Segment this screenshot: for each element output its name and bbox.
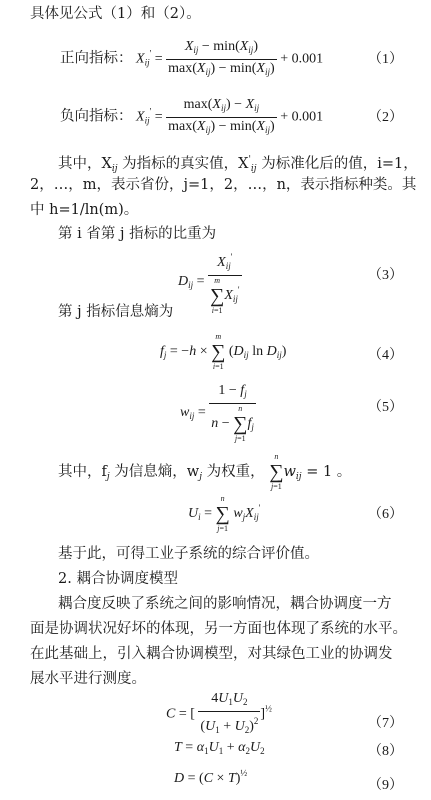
eq4-number: （4） (368, 348, 403, 363)
eq2-label: 负向指标： (60, 108, 133, 125)
para2-line: 其中，$f_j$ 为信息熵，$w_j$ 为权重， n ∑ $j=1w_{ij} = 1$ 。 (58, 452, 352, 491)
equation-4: $f_j = -h \times m$ ∑ i=1 ($D_{ij}$ $\ln D_{ij}$) (160, 332, 287, 371)
para3-line3: 在此基础上，引入耦合协调模型，对其绿色工业的协调发 (30, 646, 393, 662)
equation-7: C = [ $\frac{4U_1U_2}{(U_1 + U_2)^2}$ ]$^{\frac{1}{2}}$ (166, 690, 272, 739)
eq3-fraction: $X_{ij}'$ m ∑ $i=1X_{ij}'$ (208, 248, 241, 316)
equation-9: $D = (C \times T)^{\frac{1}{2}}$ (174, 768, 248, 786)
equation-5: $w_{ij}$ = $1 - f_j$ n − n ∑ $j=1f_j$ (180, 383, 254, 443)
eq2-number: （2） (368, 110, 403, 125)
intro-line: 具体见公式（1）和（2）。 (30, 6, 201, 22)
eq2-fraction: $\frac{\max(X_{ij}) - X_{ij}}{\max(X_{ij}) - \min(X_{ij})}$ (168, 97, 275, 135)
para3-line2: 面是协调状况好坏的体现，另一方面也体现了系统的水平。 (30, 621, 407, 637)
eq5-number: （5） (368, 400, 403, 415)
eq3-number: （3） (368, 268, 403, 283)
equation-3: $D_{ij}$ = $X_{ij}'$ m ∑ $i=1X_{ij}'$ (178, 248, 242, 316)
entropy-intro: 第 j 指标信息熵为 (58, 304, 174, 320)
para3-line4: 展水平进行测度。 (30, 671, 146, 687)
eq5-fraction: $1 - f_j$ n − n ∑ $j=1f_j$ (211, 383, 254, 443)
weight-intro: 第 i 省第 j 指标的比重为 (58, 226, 217, 242)
eq1-label: 正向指标： (60, 50, 133, 67)
para1-line2: 2，…，m，表示省份，j=1，2，…，n，表示指标种类。其 (30, 177, 417, 193)
para1-line3: 中 h=1/ln(m)。 (30, 202, 139, 218)
equation-1: 正向指标： $X_{ij}'$ = $\frac{X_{ij} - \min(X_{ij})}{\max(X_{ij}) - \min(X_{ij})}$ + 0.001 (60, 38, 323, 81)
para1-line1: 其中，$X_{ij}$ 为指标的真实值，$X'_{ij}$ 为标准化后的值，i=1， (58, 155, 418, 174)
eq6-number: （6） (368, 507, 403, 522)
eq2-constant: + 0.001 (280, 109, 324, 125)
based-line: 基于此，可得工业子系统的综合评价值。 (58, 546, 319, 562)
eq7-number: （7） (368, 716, 403, 731)
eq1-fraction: $\frac{X_{ij} - \min(X_{ij})}{\max(X_{ij}) - \min(X_{ij})}$ (168, 39, 275, 77)
eq8-number: （8） (368, 744, 403, 759)
equation-8: $T = \alpha_1U_1 + \alpha_2U_2$ (174, 740, 265, 756)
eq1-constant: + 0.001 (280, 51, 324, 67)
section-title: 2. 耦合协调度模型 (58, 571, 178, 587)
para3-line1: 耦合度反映了系统之间的影响情况，耦合协调度一方 (58, 596, 392, 612)
eq9-number: （9） (368, 778, 403, 793)
equation-6: $U_i = n$ ∑ j=1 $w_jX_{ij}'$ (188, 494, 261, 533)
eq1-number: （1） (368, 52, 403, 67)
eq7-fraction: $\frac{4U_1U_2}{(U_1 + U_2)^2}$ (200, 691, 259, 735)
equation-2: 负向指标： $X_{ij}'$ = $\frac{\max(X_{ij}) - X_{ij}}{\max(X_{ij}) - \min(X_{ij})}$ + 0.001 (60, 96, 323, 139)
